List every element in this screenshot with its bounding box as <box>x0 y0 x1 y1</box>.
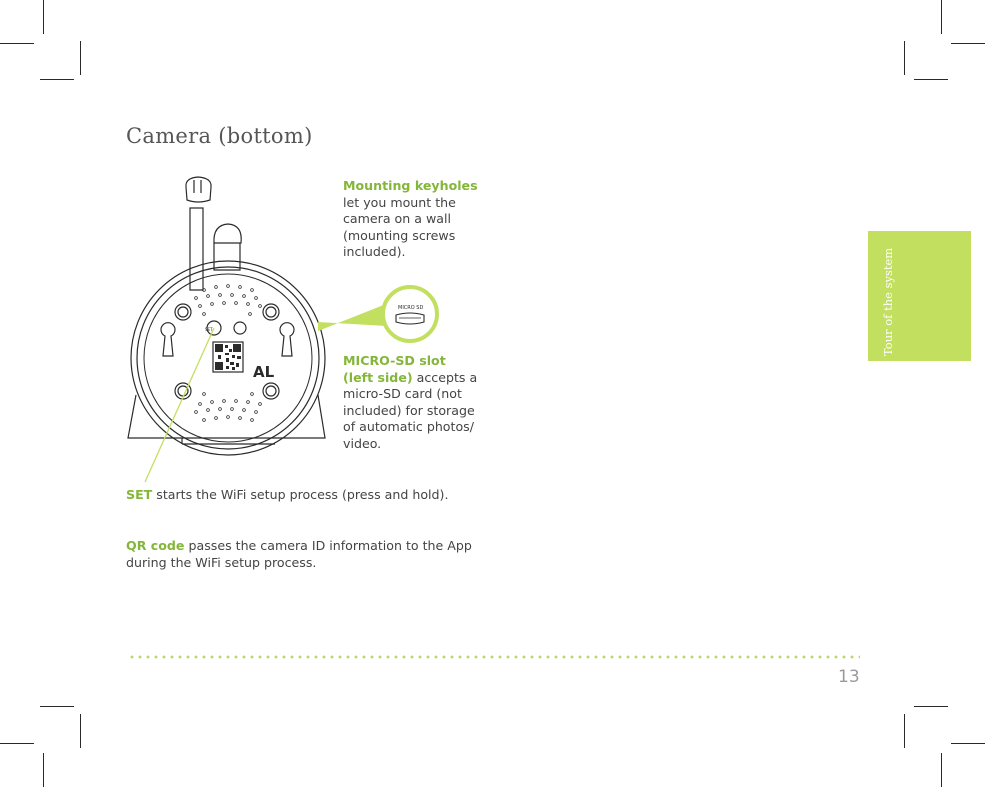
qr-code-icon <box>215 344 241 370</box>
dotted-divider <box>128 655 860 659</box>
model-label: AL <box>253 363 275 381</box>
sd-label: MICRO SD <box>398 305 424 311</box>
qr-callout <box>126 538 481 571</box>
microsd-slot-magnifier <box>383 287 437 341</box>
page-number: 13 <box>838 667 860 687</box>
page-title: Camera (bottom) <box>126 124 313 148</box>
set-callout <box>126 487 461 504</box>
antenna-icon <box>190 208 203 290</box>
microsd-subheading: (left side) <box>343 369 413 385</box>
set-leader-line <box>145 328 214 482</box>
set-label: SET <box>205 327 213 332</box>
section-tab-label: Tour of the system <box>881 247 895 356</box>
sd-slot-icon <box>396 313 424 324</box>
mounting-callout <box>343 178 493 261</box>
microsd-callout <box>343 353 483 452</box>
qr-heading: QR code <box>126 538 185 553</box>
mounting-heading: Mounting keyholes <box>343 178 478 193</box>
mounting-body: let you mount the camera on a wall (mounting screws included). <box>343 194 456 259</box>
microsd-heading: MICRO-SD slot <box>343 353 446 368</box>
microsd-body: accepts a micro-SD card (not included) for storage of automatic photos/ video. <box>343 369 478 451</box>
set-heading: SET <box>126 487 153 502</box>
set-body: starts the WiFi setup process (press and hold). <box>156 487 449 502</box>
mounting-keyhole-icon <box>161 323 294 356</box>
qr-body: passes the camera ID information to the App during the WiFi setup process. <box>126 538 472 570</box>
